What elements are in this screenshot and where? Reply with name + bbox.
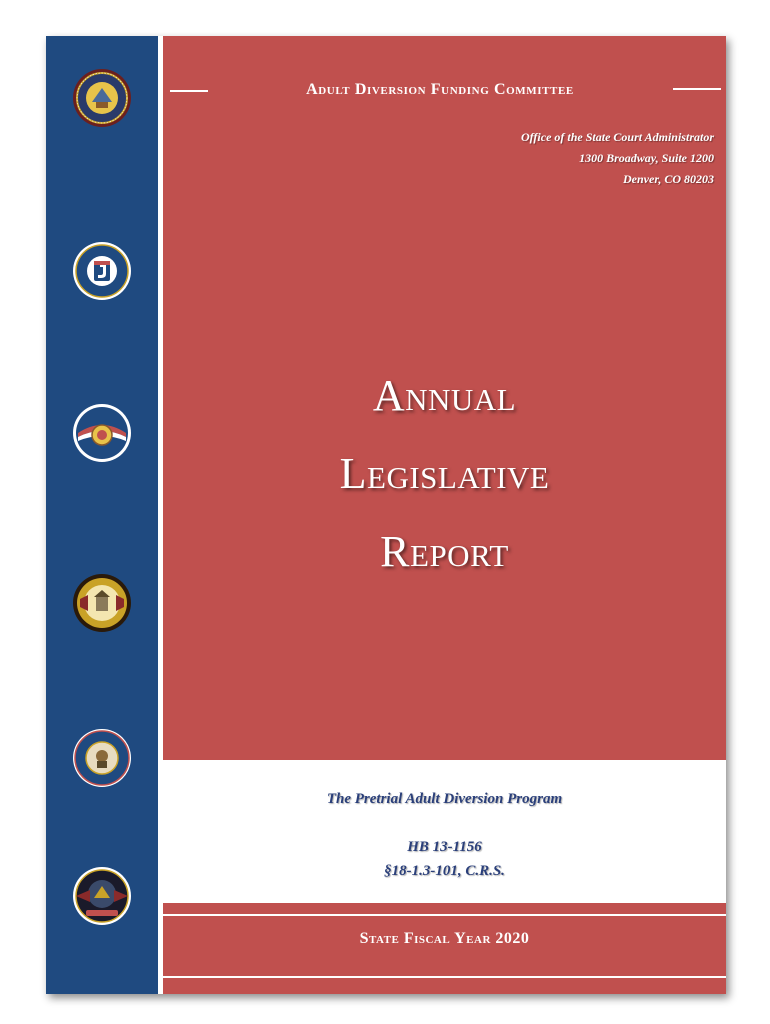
program-name: The Pretrial Adult Diversion Program bbox=[326, 791, 563, 807]
bill-number: HB 13-1156 bbox=[407, 839, 482, 855]
fiscal-year-panel bbox=[163, 903, 726, 994]
header-rule-left bbox=[170, 90, 208, 92]
header-rule-right bbox=[673, 88, 721, 90]
colorado-courts-seal-icon bbox=[72, 403, 132, 463]
district-attorneys-seal-icon bbox=[72, 573, 132, 633]
colorado-division-of-criminal-justice-seal-icon bbox=[72, 241, 132, 301]
seal-sidebar bbox=[46, 36, 158, 994]
address-city: Denver, CO 80203 bbox=[623, 172, 714, 186]
address-street: 1300 Broadway, Suite 1200 bbox=[579, 151, 714, 165]
colorado-state-public-defender-seal-icon bbox=[72, 728, 132, 788]
state-of-colorado-seal-icon bbox=[72, 68, 132, 128]
report-title-line2: Legislative bbox=[339, 449, 550, 498]
address-office: Office of the State Court Administrator bbox=[520, 130, 714, 144]
footer-rule-top bbox=[163, 914, 726, 916]
probation-seal-icon bbox=[72, 866, 132, 926]
report-title-line3: Report bbox=[380, 527, 509, 576]
statute-citation: §18-1.3-101, C.R.S. bbox=[384, 863, 505, 879]
program-band bbox=[163, 760, 726, 903]
report-title-line1: Annual bbox=[372, 371, 517, 420]
footer-rule-bottom bbox=[163, 976, 726, 978]
committee-title: Adult Diversion Funding Committee bbox=[306, 81, 574, 98]
fiscal-year: State Fiscal Year 2020 bbox=[359, 930, 530, 947]
